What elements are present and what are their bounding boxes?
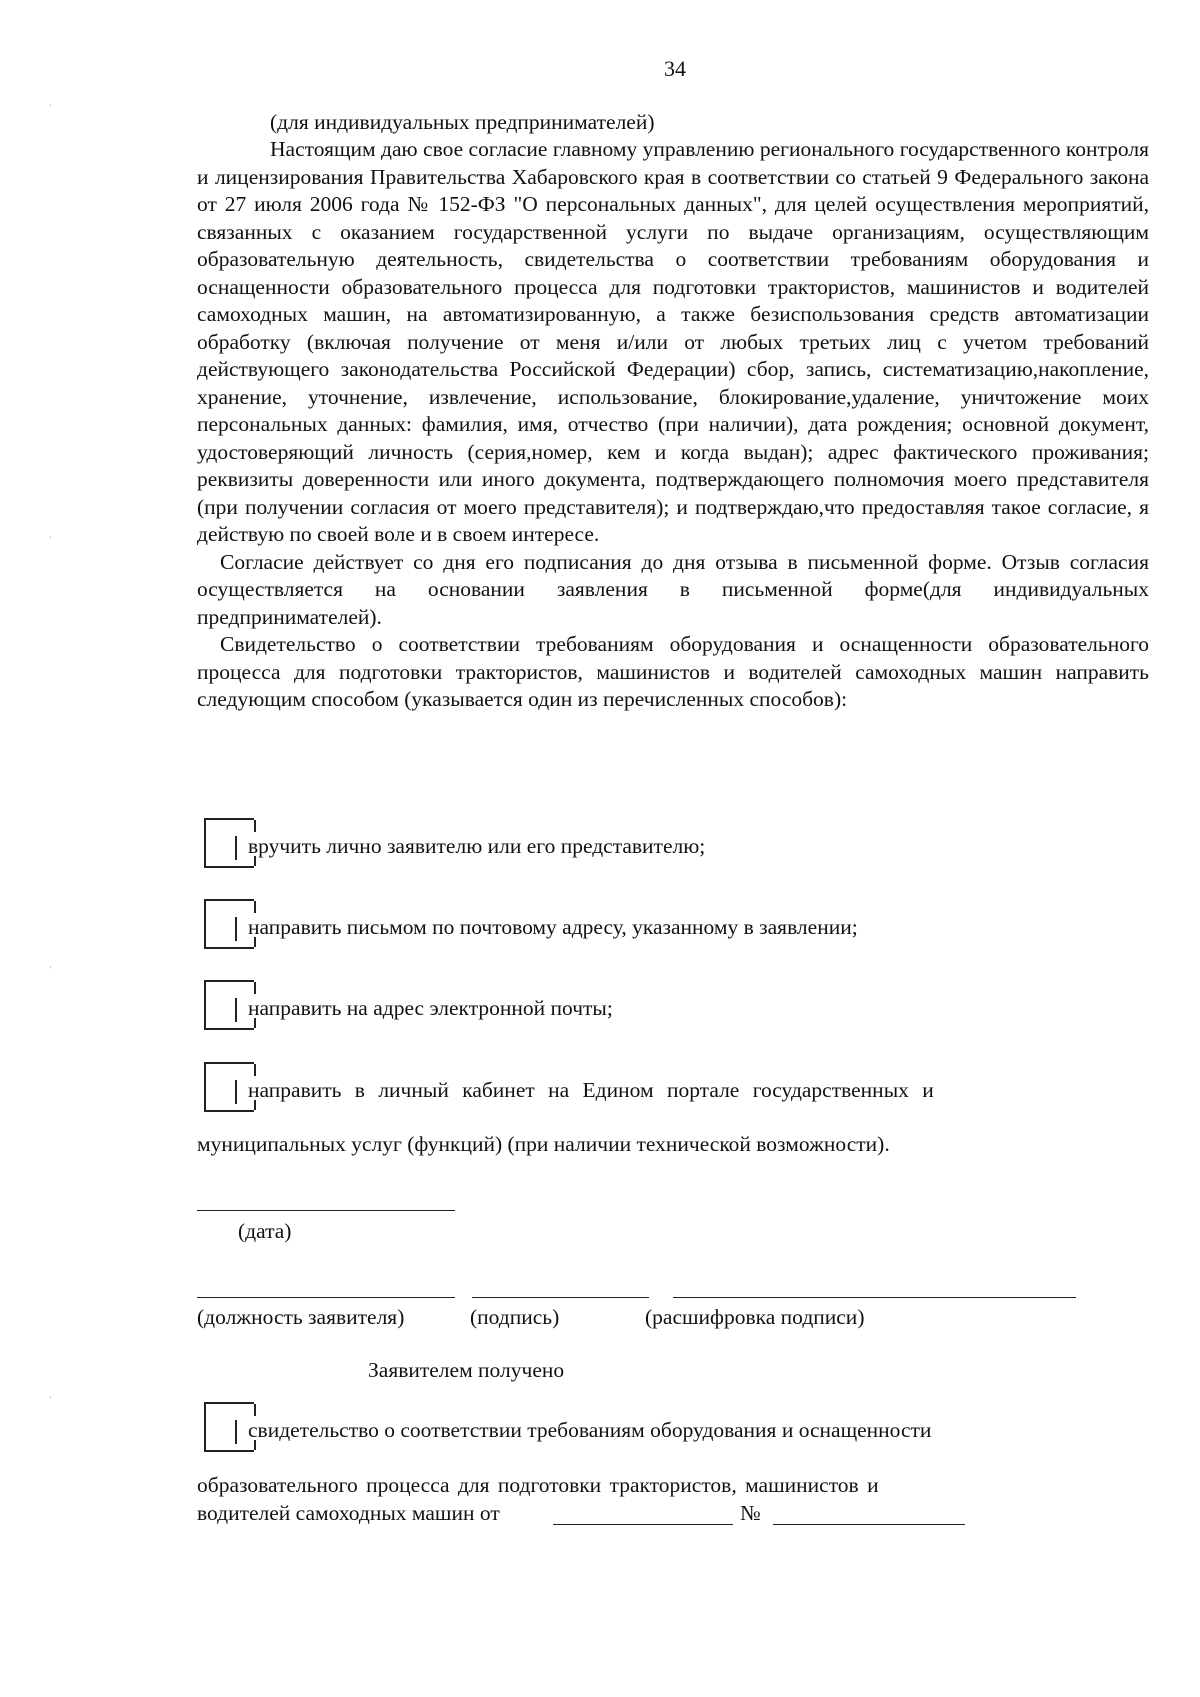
scan-mark: ' xyxy=(50,103,52,112)
received-line-2 xyxy=(197,1501,500,1526)
certificate-number-field[interactable] xyxy=(773,1524,965,1525)
signature-line xyxy=(472,1297,649,1298)
option-continuation: муниципальных услуг (функций) (при наличии технической возможности). xyxy=(197,1132,890,1156)
scan-mark: ' xyxy=(50,965,52,974)
received-title: Заявителем получено xyxy=(368,1358,565,1382)
validity-paragraph: Согласие действует со дня его подписания до дня отзыва в письменной форме. Отзыв согласия осуществляется на основании заявления в письменной форме(для индивидуальных предпринимателей). xyxy=(197,549,1149,629)
page-number: 34 xyxy=(664,56,686,81)
scan-mark: ' xyxy=(50,1395,52,1404)
checkbox-mark xyxy=(235,836,237,860)
checkbox[interactable] xyxy=(204,1402,254,1452)
scan-mark: ' xyxy=(50,535,52,544)
received-line-2-prefix: водителей самоходных машин от xyxy=(197,1501,500,1525)
option-label: направить в личный кабинет на Едином портале государственных и xyxy=(248,1078,934,1102)
option-label: свидетельство о соответствии требованиям оборудования и оснащенности xyxy=(248,1418,932,1442)
number-sign: № xyxy=(740,1501,761,1525)
date-line xyxy=(197,1210,455,1211)
option-label: направить письмом по почтовому адресу, указанному в заявлении; xyxy=(248,915,858,939)
checkbox[interactable] xyxy=(204,980,254,1030)
checkbox[interactable] xyxy=(204,899,254,949)
signature-caption: (подпись) xyxy=(470,1305,560,1329)
position-line xyxy=(197,1297,455,1298)
checkbox[interactable] xyxy=(204,1062,254,1112)
transcript-caption: (расшифровка подписи) xyxy=(645,1305,865,1329)
certificate-date-field[interactable] xyxy=(553,1524,733,1525)
heading: (для индивидуальных предпринимателей) xyxy=(270,110,655,134)
option-label: направить на адрес электронной почты; xyxy=(248,996,613,1020)
checkbox-mark xyxy=(235,1420,237,1444)
checkbox-mark xyxy=(235,998,237,1022)
transcript-line xyxy=(673,1297,1076,1298)
received-line-1: образовательного процесса для подготовки трактористов, машинистов и xyxy=(197,1473,879,1497)
consent-paragraph: Настоящим даю свое согласие главному управлению регионального государственного контроля и лицензирования Правительства Хабаровского края в соответствии со статьей 9 Федерального закона от 27 июля 2006 года № 152-ФЗ "О персональных данных", для целей осуществления мероприятий, связанных с оказанием государственной услуги по выдаче организациям, осуществляющим образовательную деятельность, свидетельства о соответствии требованиям оборудования и оснащенности образовательного процесса для подготовки трактористов, машинистов и водителей самоходных машин, на автоматизированную, а также безиспользования средств автоматизации обработку (включая получение от меня и/или от любых третьих лиц с учетом требований действующего законодательства Российской Федерации) сбор, запись, систематизацию,накопление, хранение, уточнение, извлечение, использование, блокирование,удаление, уничтожение моих персональных данных: фамилия, имя, отчество (при наличии), дата рождения; основной документ, удостоверяющий личность (серия,номер, кем и когда выдан); адрес фактического проживания; реквизиты доверенности или иного документа, подтверждающего полномочия моего представителя (при получении согласия от моего представителя); и подтверждаю,что предоставляя такое согласие, я действую по своей воле и в своем интересе. xyxy=(197,137,1149,546)
option-label: вручить лично заявителю или его представителю; xyxy=(248,834,706,858)
checkbox-mark xyxy=(235,1080,237,1104)
consent-block xyxy=(197,136,1149,714)
delivery-intro-paragraph: Свидетельство о соответствии требованиям оборудования и оснащенности образовательного процесса для подготовки трактористов, машинистов и водителей самоходных машин направить следующим способом (указывается один из перечисленных способов): xyxy=(197,632,1149,711)
position-caption: (должность заявителя) xyxy=(197,1305,405,1329)
checkbox[interactable] xyxy=(204,818,254,868)
date-caption: (дата) xyxy=(238,1219,292,1243)
checkbox-mark xyxy=(235,917,237,941)
